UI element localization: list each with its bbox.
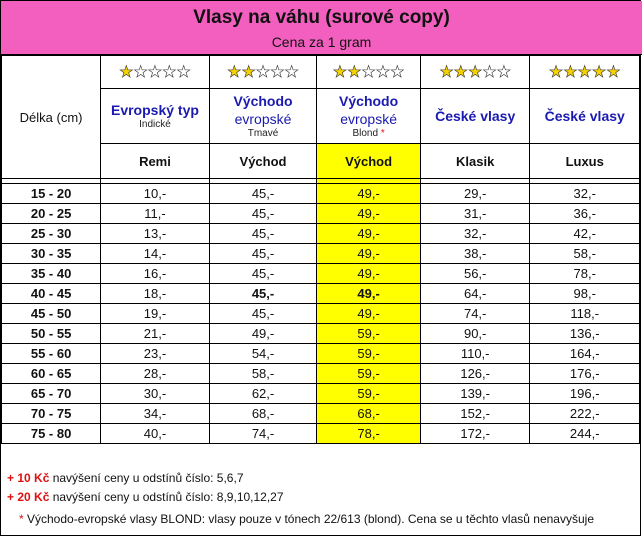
star-filled-icon: ★ xyxy=(548,64,564,81)
hair-type-subtitle xyxy=(101,119,209,131)
grade-label: Východ xyxy=(209,144,317,179)
star-empty-icon: ★ xyxy=(496,64,512,81)
star-rating xyxy=(549,64,621,81)
price-cell: 19,- xyxy=(101,304,210,324)
rating-cell xyxy=(101,56,210,89)
price-cell: 68,- xyxy=(317,404,421,424)
price-cell: 31,- xyxy=(420,204,530,224)
price-cell: 11,- xyxy=(101,204,210,224)
note-asterisk: * xyxy=(19,512,24,526)
star-filled-icon: ★ xyxy=(577,64,592,81)
price-cell: 36,- xyxy=(530,204,640,224)
price-cell: 59,- xyxy=(317,344,421,364)
price-cell: 49,- xyxy=(317,184,421,204)
star-empty-icon: ★ xyxy=(482,64,497,81)
star-rating xyxy=(227,64,299,81)
price-cell: 49,- xyxy=(317,284,421,304)
length-cell: 50 - 55 xyxy=(2,324,101,344)
hair-type-subtitle-text: Blond xyxy=(352,128,379,139)
star-filled-icon: ★ xyxy=(241,64,256,81)
price-cell: 74,- xyxy=(209,424,317,444)
price-cell: 49,- xyxy=(317,264,421,284)
length-column-header: Délka (cm) xyxy=(2,56,101,179)
price-cell: 58,- xyxy=(530,244,640,264)
price-cell: 28,- xyxy=(101,364,210,384)
price-cell: 45,- xyxy=(209,244,317,264)
price-cell: 13,- xyxy=(101,224,210,244)
price-cell: 90,- xyxy=(420,324,530,344)
price-cell: 32,- xyxy=(420,224,530,244)
price-cell: 10,- xyxy=(101,184,210,204)
price-cell: 139,- xyxy=(420,384,530,404)
price-cell: 68,- xyxy=(209,404,317,424)
hair-type-subtitle-text: Indické xyxy=(139,119,171,130)
price-cell: 34,- xyxy=(101,404,210,424)
asterisk-mark: * xyxy=(380,128,385,139)
grade-label: Remi xyxy=(101,144,210,179)
price-cell: 126,- xyxy=(420,364,530,384)
page-subtitle: Cena za 1 gram xyxy=(271,34,372,50)
price-cell: 74,- xyxy=(420,304,530,324)
note-prefix: + 20 Kč xyxy=(7,490,50,504)
price-cell: 49,- xyxy=(317,304,421,324)
price-cell: 45,- xyxy=(209,284,317,304)
price-cell: 45,- xyxy=(209,184,317,204)
length-cell: 70 - 75 xyxy=(2,404,101,424)
hair-type-cell xyxy=(317,89,421,144)
price-cell: 29,- xyxy=(420,184,530,204)
note-text: navýšení ceny u odstínů číslo: 5,6,7 xyxy=(49,471,244,485)
star-filled-icon: ★ xyxy=(227,64,242,81)
hair-type-name: České vlasy xyxy=(435,108,516,124)
price-cell: 78,- xyxy=(530,264,640,284)
price-cell: 49,- xyxy=(317,244,421,264)
price-cell: 164,- xyxy=(530,344,640,364)
star-rating xyxy=(119,64,191,81)
star-empty-icon: ★ xyxy=(390,64,405,81)
star-filled-icon: ★ xyxy=(453,64,468,81)
price-cell: 152,- xyxy=(420,404,530,424)
price-cell: 62,- xyxy=(209,384,317,404)
hair-type-cell xyxy=(530,89,640,144)
price-cell: 118,- xyxy=(530,304,640,324)
price-cell: 136,- xyxy=(530,324,640,344)
rating-cell xyxy=(317,56,421,89)
hair-type-cell xyxy=(101,89,210,144)
price-cell: 59,- xyxy=(317,324,421,344)
length-cell: 30 - 35 xyxy=(2,244,101,264)
price-table xyxy=(1,55,640,444)
price-cell: 56,- xyxy=(420,264,530,284)
price-cell: 54,- xyxy=(209,344,317,364)
table-row xyxy=(2,244,640,264)
star-filled-icon: ★ xyxy=(119,64,134,81)
note-surcharge-20 xyxy=(7,490,284,504)
table-row xyxy=(2,324,640,344)
star-empty-icon: ★ xyxy=(270,64,285,81)
note-blond xyxy=(19,512,594,526)
hair-type-name-line2: evropské xyxy=(340,111,397,127)
table-row xyxy=(2,184,640,204)
price-cell: 40,- xyxy=(101,424,210,444)
price-cell: 30,- xyxy=(101,384,210,404)
rating-cell xyxy=(209,56,317,89)
star-filled-icon: ★ xyxy=(606,64,621,81)
price-cell: 21,- xyxy=(101,324,210,344)
star-empty-icon: ★ xyxy=(361,64,376,81)
length-cell: 65 - 70 xyxy=(2,384,101,404)
rating-cell xyxy=(530,56,640,89)
price-cell: 45,- xyxy=(209,264,317,284)
length-cell: 45 - 50 xyxy=(2,304,101,324)
price-cell: 196,- xyxy=(530,384,640,404)
price-cell: 244,- xyxy=(530,424,640,444)
price-cell: 64,- xyxy=(420,284,530,304)
price-cell: 45,- xyxy=(209,304,317,324)
hair-type-subtitle xyxy=(210,128,317,140)
table-row xyxy=(2,404,640,424)
rating-cell xyxy=(420,56,530,89)
price-cell: 172,- xyxy=(420,424,530,444)
hair-type-name: Evropský typ xyxy=(110,102,199,118)
note-prefix: + 10 Kč xyxy=(7,471,50,485)
table-row xyxy=(2,364,640,384)
hair-type-subtitle xyxy=(317,128,420,140)
star-filled-icon: ★ xyxy=(439,64,454,81)
length-cell: 15 - 20 xyxy=(2,184,101,204)
note-text: Východo-evropské vlasy BLOND: vlasy pouze v tónech 22/613 (blond). Cena se u těchto vlasů nenavyšuje xyxy=(23,512,594,526)
length-cell: 20 - 25 xyxy=(2,204,101,224)
price-cell: 45,- xyxy=(209,204,317,224)
price-cell: 49,- xyxy=(317,224,421,244)
price-cell: 38,- xyxy=(420,244,530,264)
star-filled-icon: ★ xyxy=(332,64,348,81)
price-cell: 98,- xyxy=(530,284,640,304)
grade-label: Luxus xyxy=(530,144,640,179)
star-filled-icon: ★ xyxy=(591,64,607,81)
star-empty-icon: ★ xyxy=(375,64,391,81)
hair-type-cell xyxy=(209,89,317,144)
price-cell: 42,- xyxy=(530,224,640,244)
hair-type-name: Východo xyxy=(233,93,293,109)
title-bar xyxy=(1,1,642,55)
star-filled-icon: ★ xyxy=(468,64,483,81)
price-cell: 32,- xyxy=(530,184,640,204)
price-cell: 49,- xyxy=(317,204,421,224)
star-filled-icon: ★ xyxy=(347,64,362,81)
price-cell: 59,- xyxy=(317,364,421,384)
price-cell: 78,- xyxy=(317,424,421,444)
note-text: navýšení ceny u odstínů číslo: 8,9,10,12,27 xyxy=(49,490,284,504)
star-empty-icon: ★ xyxy=(255,64,271,81)
price-cell: 16,- xyxy=(101,264,210,284)
price-cell: 222,- xyxy=(530,404,640,424)
grade-label: Východ xyxy=(317,144,421,179)
hair-type-name-line2: evropské xyxy=(234,111,292,127)
star-empty-icon: ★ xyxy=(162,64,177,81)
price-cell: 23,- xyxy=(101,344,210,364)
star-rating xyxy=(439,64,511,81)
length-cell: 25 - 30 xyxy=(2,224,101,244)
hair-type-subtitle-text: Tmavé xyxy=(247,128,279,139)
grade-label: Klasik xyxy=(420,144,530,179)
length-cell: 40 - 45 xyxy=(2,284,101,304)
star-empty-icon: ★ xyxy=(284,64,299,81)
page-title: Vlasy na váhu (surové copy) xyxy=(193,7,450,28)
star-empty-icon: ★ xyxy=(133,64,148,81)
price-cell: 59,- xyxy=(317,384,421,404)
rating-row xyxy=(2,56,640,89)
hair-type-name: Východo xyxy=(339,93,399,109)
length-cell: 55 - 60 xyxy=(2,344,101,364)
table-row xyxy=(2,284,640,304)
star-filled-icon: ★ xyxy=(563,64,578,81)
length-cell: 75 - 80 xyxy=(2,424,101,444)
price-cell: 110,- xyxy=(420,344,530,364)
table-row xyxy=(2,384,640,404)
table-row xyxy=(2,344,640,364)
star-empty-icon: ★ xyxy=(176,64,191,81)
length-cell: 35 - 40 xyxy=(2,264,101,284)
star-empty-icon: ★ xyxy=(147,64,163,81)
table-row xyxy=(2,424,640,444)
price-cell: 14,- xyxy=(101,244,210,264)
price-cell: 58,- xyxy=(209,364,317,384)
hair-type-cell xyxy=(420,89,530,144)
table-row xyxy=(2,304,640,324)
table-row xyxy=(2,224,640,244)
price-cell: 45,- xyxy=(209,224,317,244)
price-cell: 18,- xyxy=(101,284,210,304)
hair-type-name: České vlasy xyxy=(544,108,625,124)
table-row xyxy=(2,204,640,224)
table-row xyxy=(2,264,640,284)
note-surcharge-10 xyxy=(7,471,244,485)
price-cell: 49,- xyxy=(209,324,317,344)
star-rating xyxy=(333,64,405,81)
length-cell: 60 - 65 xyxy=(2,364,101,384)
price-cell: 176,- xyxy=(530,364,640,384)
